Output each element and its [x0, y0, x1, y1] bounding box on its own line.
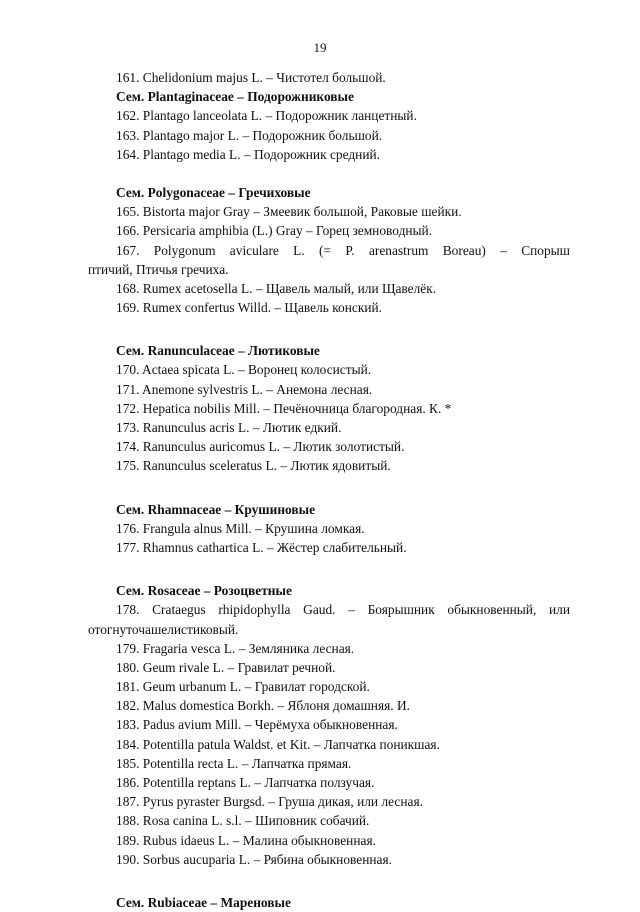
list-item: 179. Fragaria vesca L. – Земляника лесная.: [116, 640, 355, 656]
list-item: 164. Plantago media L. – Подорожник средний.: [116, 146, 381, 162]
list-item: 189. Rubus idaeus L. – Малина обыкновенная.: [116, 832, 376, 848]
list-item: 186. Potentilla reptans L. – Лапчатка ползучая.: [116, 775, 375, 790]
list-item-continuation: птичий, Птичья гречиха.: [88, 261, 229, 277]
list-item: 163. Plantago major L. – Подорожник большой.: [116, 127, 383, 143]
list-item: 167. Polygonum aviculare L. (= P. arenastrum Boreau) – Спорыш: [116, 242, 570, 258]
list-item: 184. Potentilla patula Waldst. et Kit. – Лапчатка поникшая.: [116, 736, 440, 752]
species-list: [88, 68, 570, 912]
list-item: 176. Frangula alnus Mill. – Крушина ломкая.: [116, 520, 365, 536]
list-item: 168. Rumex acetosella L. – Щавель малый, или Щавелёк.: [116, 280, 437, 296]
list-item: 173. Ranunculus acris L. – Лютик едкий.: [116, 420, 342, 435]
family-heading-plantaginaceae: Сем. Plantaginaceae – Подорожниковые: [116, 89, 354, 105]
list-item: 182. Malus domestica Borkh. – Яблоня домашняя. И.: [116, 698, 411, 714]
list-item: 185. Potentilla recta L. – Лапчатка прямая.: [116, 755, 352, 771]
list-item: 175. Ranunculus sceleratus L. – Лютик ядовитый.: [116, 458, 391, 474]
list-item: 190. Sorbus aucuparia L. – Рябина обыкновенная.: [116, 851, 393, 867]
list-item: 177. Rhamnus cathartica L. – Жёстер слабительный.: [116, 539, 407, 555]
family-heading-rubiaceae: Сем. Rubiaceae – Мареновые: [116, 894, 291, 910]
list-item: 174. Ranunculus auricomus L. – Лютик золотистый.: [116, 439, 405, 455]
list-item: 178. Crataegus rhipidophylla Gaud. – Боярышник обыкновенный, или: [116, 602, 570, 618]
list-item: 188. Rosa canina L. s.l. – Шиповник собачий.: [116, 813, 370, 829]
family-heading-polygonaceae: Сем. Polygonaceae – Гречиховые: [116, 184, 311, 200]
list-item: 180. Geum rivale L. – Гравилат речной.: [116, 659, 336, 675]
family-heading-rosaceae: Сем. Rosaceae – Розоцветные: [116, 583, 292, 599]
list-item: 169. Rumex confertus Willd. – Щавель конский.: [116, 300, 383, 316]
list-item: 181. Geum urbanum L. – Гравилат городской.: [116, 679, 370, 695]
list-item: 187. Pyrus pyraster Burgsd. – Груша дикая, или лесная.: [116, 794, 423, 810]
list-item-continuation: отогнуточашелистиковый.: [88, 621, 239, 637]
list-item: 170. Actaea spicata L. – Воронец колосистый.: [116, 362, 372, 378]
list-item: 166. Persicaria amphibia (L.) Gray – Горец земноводный.: [116, 223, 433, 239]
list-item: 162. Plantago lanceolata L. – Подорожник ланцетный.: [116, 108, 417, 124]
list-item: 161. Chelidonium majus L. – Чистотел большой.: [116, 70, 386, 85]
list-item: 183. Padus avium Mill. – Черёмуха обыкновенная.: [116, 717, 398, 733]
family-heading-ranunculaceae: Сем. Ranunculaceae – Лютиковые: [116, 343, 320, 359]
page-number: 19: [313, 40, 327, 55]
list-item: 171. Anemone sylvestris L. – Анемона лесная.: [116, 381, 373, 397]
list-item: 172. Hepatica nobilis Mill. – Печёночница благородная. К. *: [116, 400, 452, 416]
family-heading-rhamnaceae: Сем. Rhamnaceae – Крушиновые: [116, 501, 316, 517]
list-item: 165. Bistorta major Gray – Змеевик большой, Раковые шейки.: [116, 204, 462, 220]
